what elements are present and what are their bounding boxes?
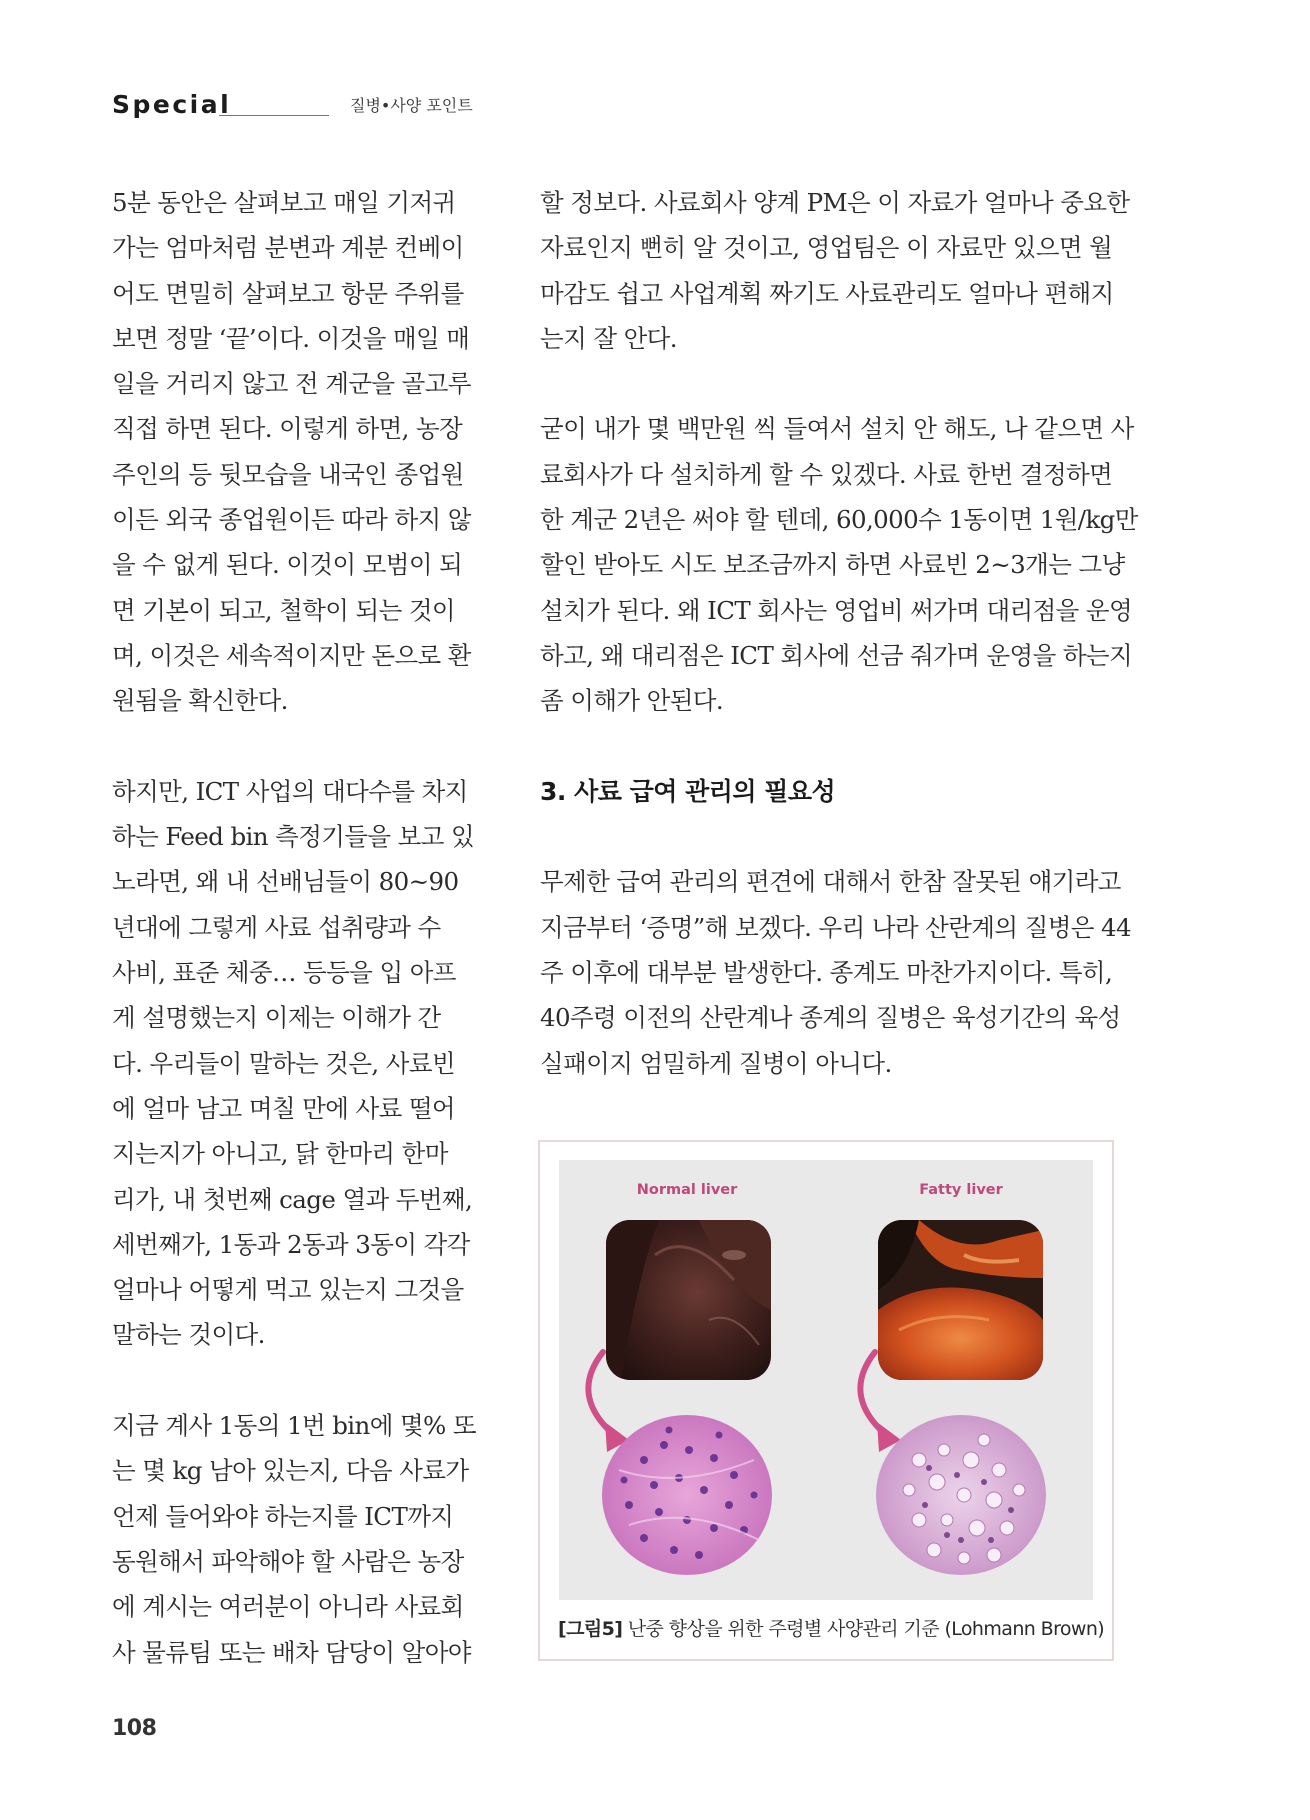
paragraph (540, 406, 1138, 723)
text-line: 할 정보다. 사료회사 양계 PM은 이 자료가 얼마나 중요한 (540, 188, 1130, 217)
fatty-liver-label: Fatty liver (919, 1182, 1003, 1198)
paragraph (112, 180, 471, 724)
subsection-label: 질병•사양 포인트 (350, 96, 473, 115)
text-line: 할인 받아도 시도 보조금까지 하면 사료빈 2~3개는 그냥 (540, 550, 1125, 580)
paragraph-gap (540, 724, 1118, 769)
text-line: 다. 우리들이 말하는 것은, 사료빈 (112, 1048, 455, 1078)
normal-tissue-micrograph (602, 1415, 772, 1575)
paragraph-gap (112, 1358, 466, 1403)
text-line: 이든 외국 종업원이든 따라 하지 않 (112, 505, 471, 535)
section-heading: 3. 사료 급여 관리의 필요성 (540, 776, 836, 806)
fatty-tissue-micrograph (876, 1415, 1046, 1575)
text-line: 하는 Feed bin 측정기들을 보고 있 (112, 822, 475, 852)
paragraph-gap (112, 724, 466, 769)
text-line: 어도 면밀히 살펴보고 항문 주위를 (112, 278, 464, 308)
text-line: 게 설명했는지 이제는 이해가 간 (112, 1003, 441, 1033)
paragraph (540, 859, 1131, 1085)
figure-caption-label: [그림5] (558, 1618, 623, 1640)
text-line: 에 얼마 남고 며칠 만에 사료 떨어 (112, 1093, 455, 1123)
figure-box (538, 1140, 1114, 1661)
figure-caption-text: 난중 향상을 위한 주령별 사양관리 기준 (Lohmann Brown) (622, 1618, 1105, 1640)
text-line: 자료인지 뻔히 알 것이고, 영업팀은 이 자료만 있으면 월 (540, 233, 1113, 263)
normal-liver-photo (606, 1220, 771, 1380)
paragraph-gap (540, 814, 1118, 859)
left-column (112, 180, 476, 1675)
text-line: 원됨을 확신한다. (112, 686, 288, 716)
text-line: 5분 동안은 살펴보고 매일 기저귀 (112, 188, 456, 217)
text-line: 지금 계사 1동의 1번 bin에 몇% 또 (112, 1411, 476, 1441)
text-line: 는지 잘 안다. (540, 323, 677, 353)
text-line: 지는지가 아니고, 닭 한마리 한마 (112, 1139, 448, 1169)
text-line: 을 수 없게 된다. 이것이 모범이 되 (112, 550, 463, 580)
text-line: 좀 이해가 안된다. (540, 686, 724, 716)
text-line: 하고, 왜 대리점은 ICT 회사에 선금 줘가며 운영을 하는지 (540, 640, 1133, 670)
text-line: 굳이 내가 몇 백만원 씩 들여서 설치 안 해도, 나 같으면 사 (540, 414, 1134, 444)
fatty-liver-photo (878, 1220, 1043, 1380)
text-line: 년대에 그렇게 사료 섭취량과 수 (112, 912, 441, 942)
text-line: 가는 엄마처럼 분변과 계분 컨베이 (112, 233, 464, 263)
page-number: 108 (112, 1716, 157, 1741)
text-line: 한 계군 2년은 써야 할 텐데, 60,000수 1동이면 1원/kg만 (540, 505, 1138, 535)
text-line: 에 계시는 여러분이 아니라 사료회 (112, 1592, 464, 1622)
paragraph (540, 180, 1130, 361)
text-line: 말하는 것이다. (112, 1320, 265, 1350)
section-label: Special (112, 90, 232, 119)
text-line: 는 몇 kg 남아 있는지, 다음 사료가 (112, 1456, 469, 1486)
text-line: 사비, 표준 체중… 등등을 입 아프 (112, 958, 456, 988)
text-line: 마감도 쉽고 사업계획 짜기도 사료관리도 얼마나 편해지 (540, 278, 1114, 308)
text-line: 40주령 이전의 산란계나 종계의 질병은 육성기간의 육성 (540, 1003, 1121, 1033)
text-line: 면 기본이 되고, 철학이 되는 것이 (112, 595, 455, 625)
text-line: 지금부터 ‘증명”해 보겠다. 우리 나라 산란계의 질병은 44 (540, 912, 1131, 942)
text-line: 무제한 급여 관리의 편견에 대해서 한참 잘못된 얘기라고 (540, 867, 1121, 897)
right-column (540, 180, 1138, 1086)
normal-liver-label: Normal liver (636, 1182, 738, 1198)
text-line: 주 이후에 대부분 발생한다. 종계도 마찬가지이다. 특히, (540, 958, 1113, 988)
paragraph (112, 1403, 476, 1675)
paragraph-gap (540, 361, 1118, 406)
text-line: 하지만, ICT 사업의 대다수를 차지 (112, 776, 468, 806)
text-line: 노라면, 왜 내 선배님들이 80~90 (112, 867, 459, 897)
liver-comparison-illustration (559, 1160, 1093, 1600)
text-line: 리가, 내 첫번째 cage 열과 두번째, (112, 1184, 473, 1214)
text-line: 설치가 된다. 왜 ICT 회사는 영업비 써가며 대리점을 운영 (540, 595, 1133, 625)
paragraph (112, 769, 475, 1358)
header-rule (219, 115, 329, 116)
text-line: 보면 정말 ‘끝’이다. 이것을 매일 매 (112, 323, 470, 353)
text-line: 얼마나 어떻게 먹고 있는지 그것을 (112, 1275, 464, 1305)
text-line: 세번째가, 1동과 2동과 3동이 각각 (112, 1229, 470, 1259)
figure-caption (558, 1614, 1105, 1641)
figure-panel (559, 1160, 1093, 1600)
text-line: 료회사가 다 설치하게 할 수 있겠다. 사료 한번 결정하면 (540, 459, 1113, 489)
text-line: 일을 거리지 않고 전 계군을 골고루 (112, 369, 471, 399)
text-line: 동원해서 파악해야 할 사람은 농장 (112, 1546, 464, 1576)
text-line: 사 물류팀 또는 배차 담당이 알아야 (112, 1637, 471, 1667)
text-line: 주인의 등 뒷모습을 내국인 종업원 (112, 459, 464, 489)
text-line: 며, 이것은 세속적이지만 돈으로 환 (112, 640, 471, 670)
text-line: 직접 하면 된다. 이렇게 하면, 농장 (112, 414, 463, 444)
page-header (112, 88, 532, 128)
text-line: 언제 들어와야 하는지를 ICT까지 (112, 1501, 454, 1531)
text-line: 실패이지 엄밀하게 질병이 아니다. (540, 1048, 892, 1078)
